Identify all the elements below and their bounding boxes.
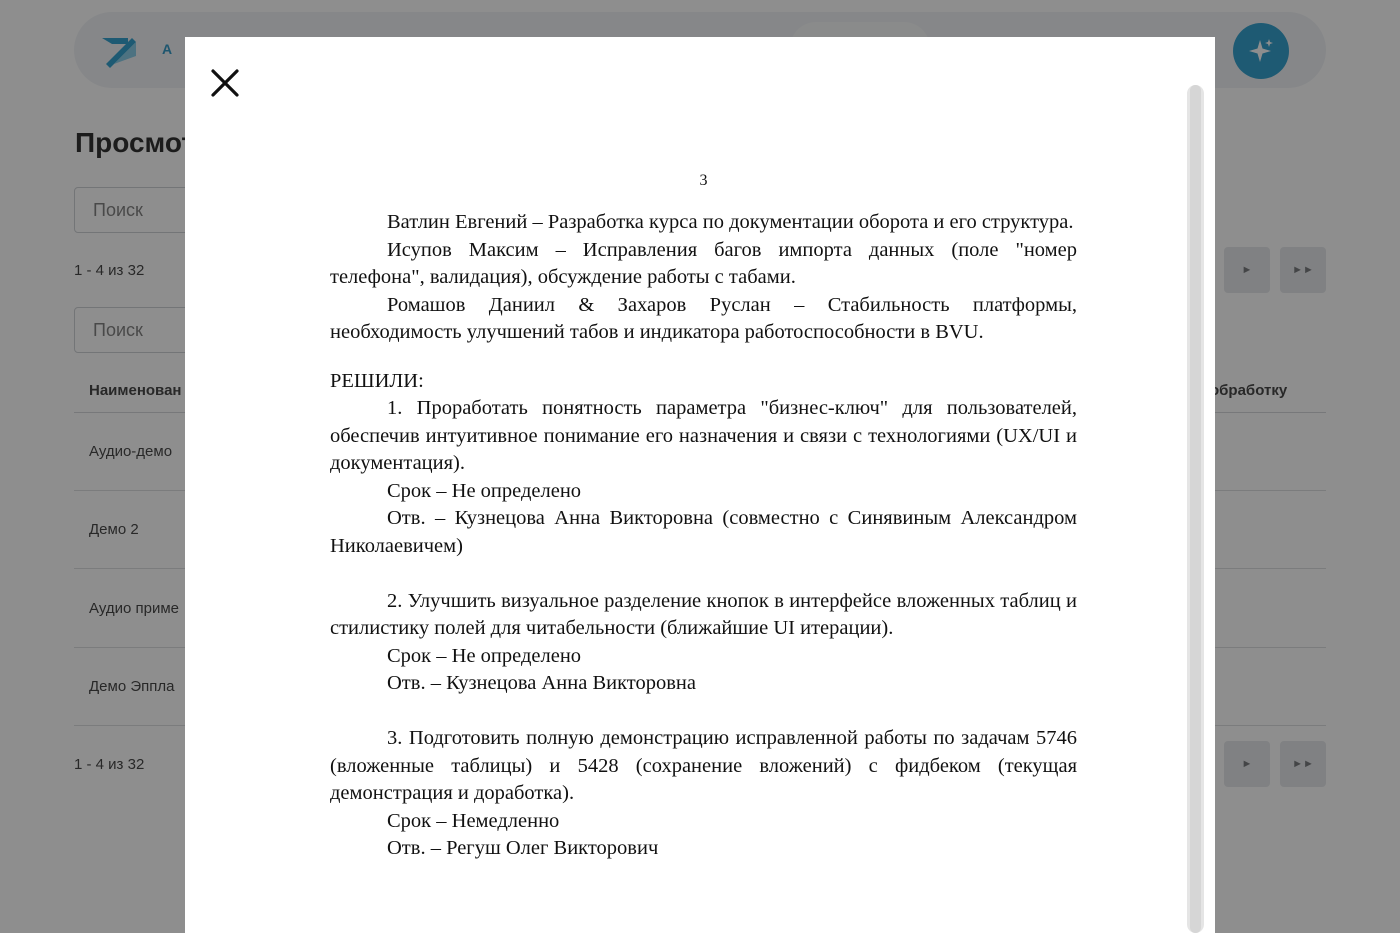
document-page xyxy=(330,171,1077,863)
doc-paragraph: Ватлин Евгений – Разработка курса по документации оборота и его структура. xyxy=(387,211,1074,233)
doc-paragraph: Исупов Максим – Исправления багов импорта данных (поле "номер телефона", валидация), обсуждение работы с табами. xyxy=(330,238,1077,288)
scrollbar-thumb[interactable] xyxy=(1190,85,1201,933)
decision-owner: Отв. – Кузнецова Анна Викторовна xyxy=(387,672,696,694)
decision-heading: РЕШИЛИ: xyxy=(330,369,424,392)
doc-paragraph: Ромашов Даниил & Захаров Руслан – Стабильность платформы, необходимость улучшений табов и индикатора работоспособности в BVU. xyxy=(330,293,1077,343)
close-button[interactable] xyxy=(207,65,243,101)
document-viewer-modal xyxy=(185,37,1215,933)
document-scrollbar[interactable] xyxy=(1187,85,1204,933)
decision-item: 2. Улучшить визуальное разделение кнопок в интерфейсе вложенных таблиц и стилистику полей для читабельности (ближайшие UI итерации). xyxy=(330,589,1077,639)
decision-deadline: Срок – Не определено xyxy=(387,479,582,502)
decision-item: 1. Проработать понятность параметра "бизнес-ключ" для пользователей, обеспечив интуитивное понимание его назначения и связи с технологиями (UX/UI и документация). xyxy=(330,397,1077,474)
decision-item: 3. Подготовить полную демонстрацию исправленной работы по задачам 5746 (вложенные таблицы) и 5428 (сохранение вложений) с фидбеком (текущая демонстрация и доработка). xyxy=(330,727,1077,804)
decision-deadline: Срок – Не определено xyxy=(387,644,582,667)
page-number: 3 xyxy=(699,172,708,189)
decision-deadline: Срок – Немедленно xyxy=(387,809,560,832)
decision-owner: Отв. – Регуш Олег Викторович xyxy=(387,837,659,859)
decision-owner: Отв. – Кузнецова Анна Викторовна (совместно с Синявиным Александром Николаевичем) xyxy=(330,507,1077,557)
close-icon xyxy=(207,65,243,101)
